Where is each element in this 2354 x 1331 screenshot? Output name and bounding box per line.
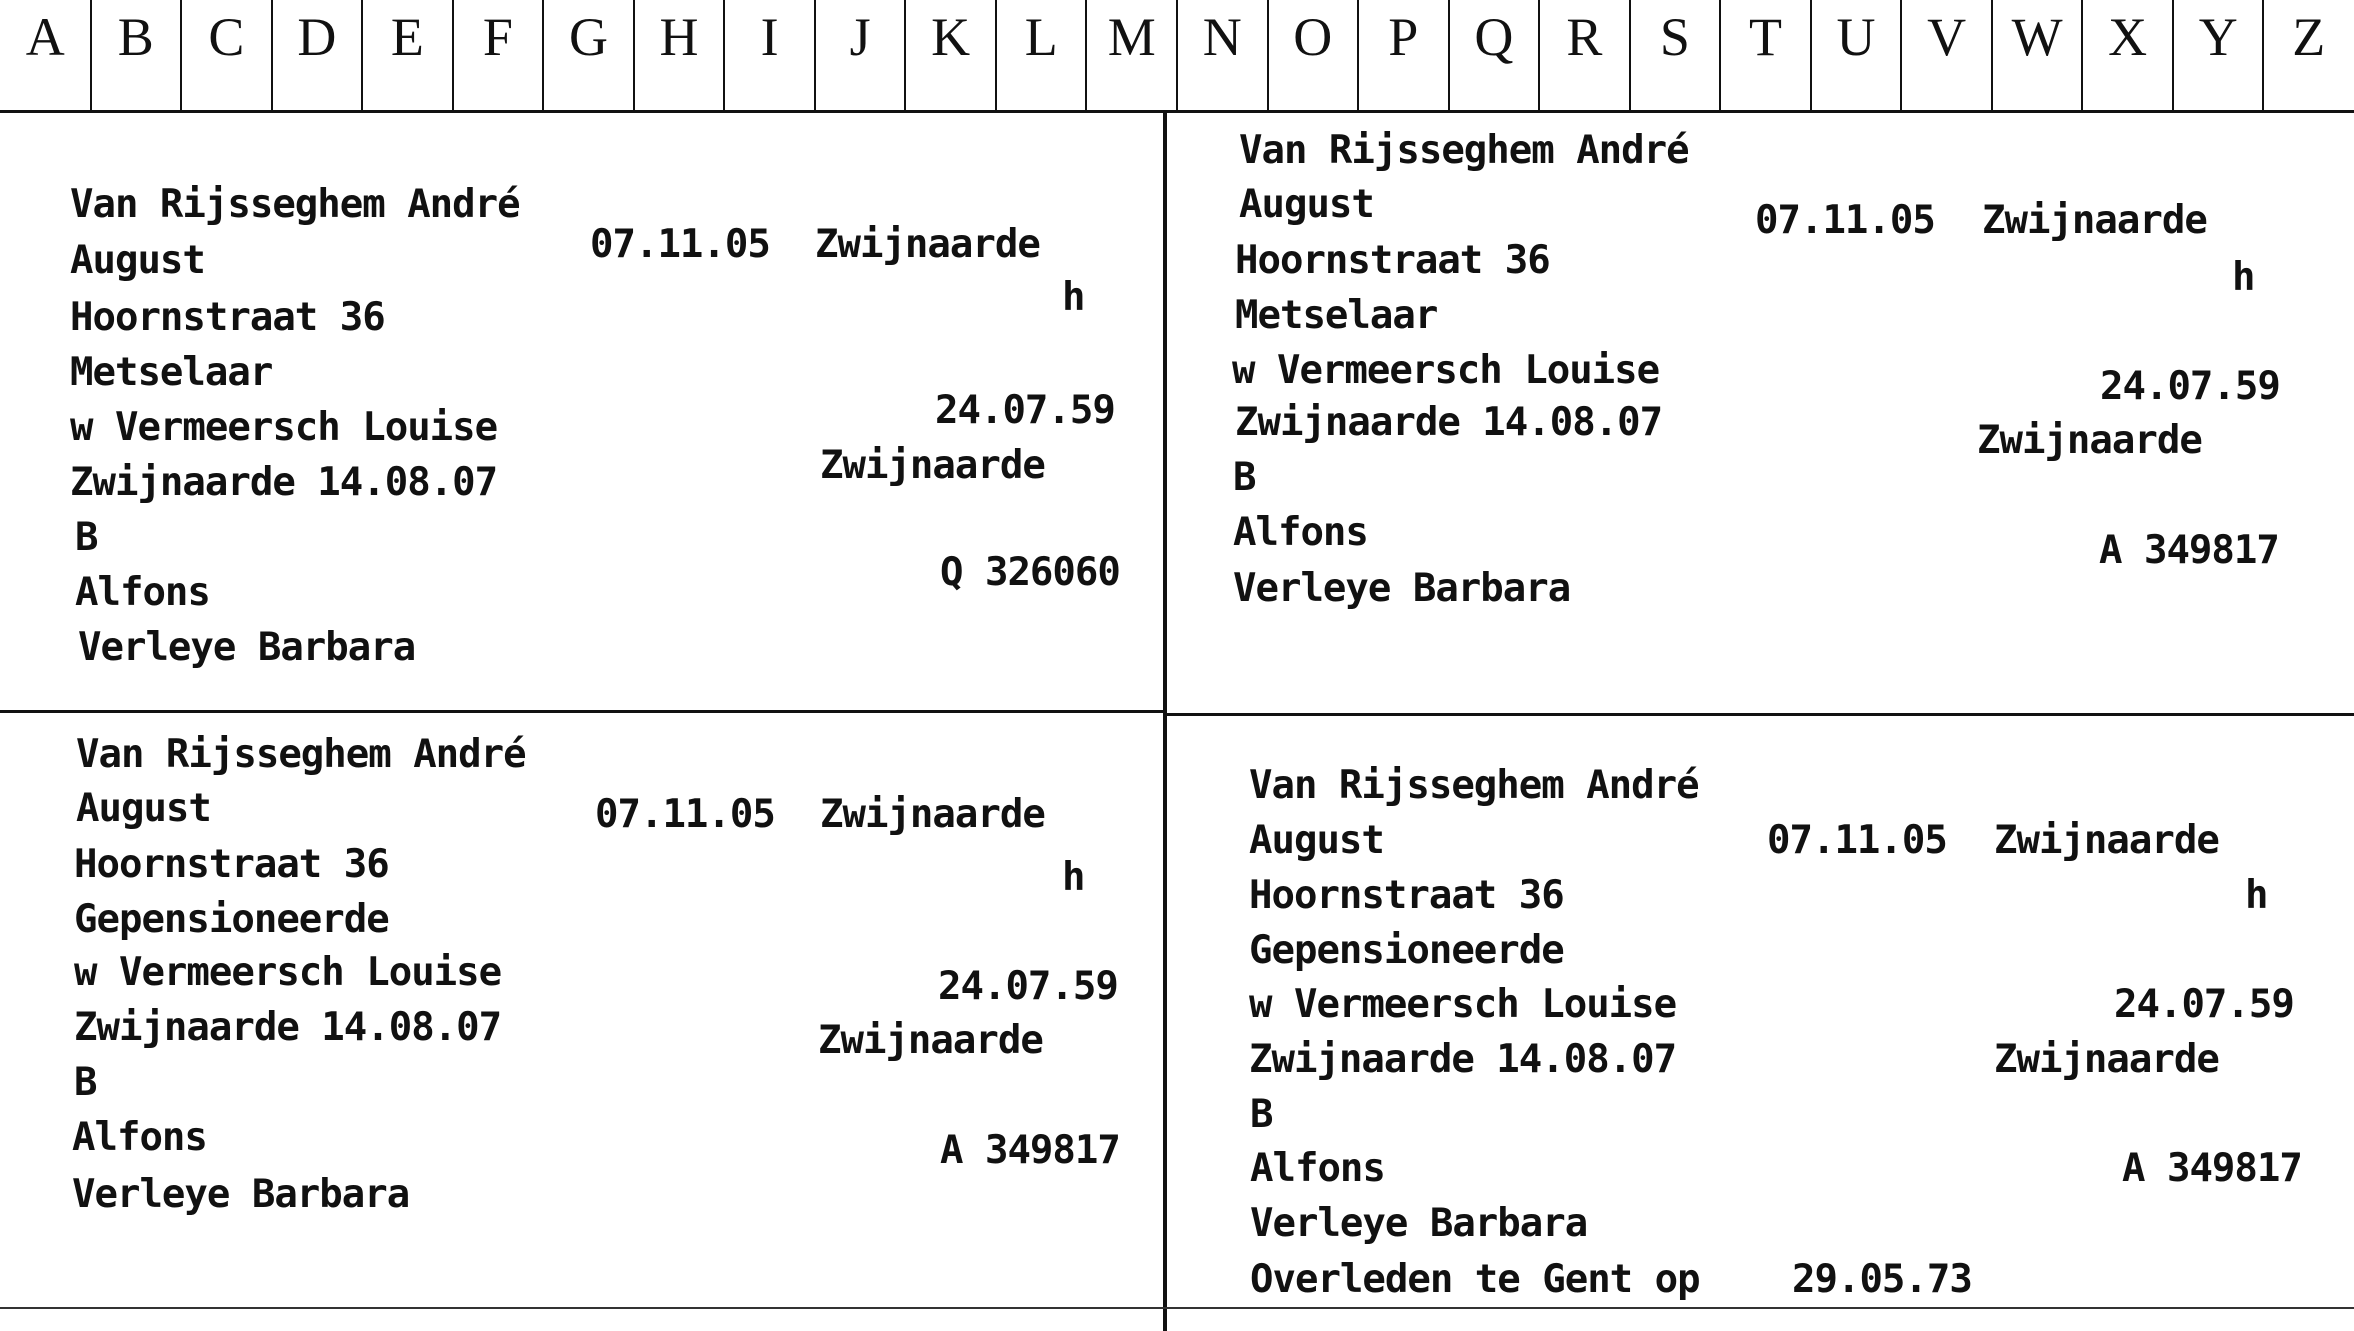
card-spouse-place: Zwijnaarde	[1994, 1037, 2219, 1082]
card-spouse: w Vermeersch Louise	[1249, 982, 1677, 1027]
alphabet-index-bar	[0, 0, 2354, 113]
card-number: Q 326060	[940, 550, 1120, 595]
record-card-top-right	[1167, 113, 2354, 713]
record-card-top-left	[0, 113, 1163, 710]
card-occupation: Gepensioneerde	[1249, 928, 1564, 973]
card-birth-date: 07.11.05	[590, 222, 770, 267]
alphabet-divider	[90, 0, 92, 110]
card-spouse-date: 24.07.59	[938, 964, 1118, 1009]
card-first-name: August	[70, 238, 205, 283]
alphabet-letter-f: F	[482, 7, 513, 67]
alphabet-letter-u: U	[1836, 7, 1876, 67]
card-birth-place: Zwijnaarde	[1982, 198, 2207, 243]
card-occupation: Gepensioneerde	[74, 897, 389, 942]
card-number: A 349817	[2099, 528, 2279, 573]
card-birth-date: 07.11.05	[1767, 818, 1947, 863]
alphabet-letter-e: E	[390, 7, 424, 67]
card-address: Hoornstraat 36	[1249, 873, 1564, 918]
alphabet-letter-z: Z	[2292, 7, 2326, 67]
alphabet-letter-t: T	[1748, 7, 1782, 67]
card-name: Van Rijsseghem André	[1249, 763, 1699, 808]
card-first-name: August	[1249, 818, 1384, 863]
card-spouse-place: Zwijnaarde	[820, 443, 1045, 488]
card-first-name: August	[76, 786, 211, 831]
card-spouse: w Vermeersch Louise	[74, 950, 502, 995]
card-marker: h	[1062, 855, 1085, 900]
record-card-bottom-left	[0, 713, 1163, 1307]
alphabet-letter-v: V	[1927, 7, 1967, 67]
alphabet-letter-c: C	[208, 7, 245, 67]
alphabet-divider	[271, 0, 273, 110]
alphabet-letter-n: N	[1202, 7, 1242, 67]
card-spouse-date: 24.07.59	[2114, 982, 2294, 1027]
alphabet-divider	[1448, 0, 1450, 110]
alphabet-divider	[1719, 0, 1721, 110]
alphabet-letter-d: D	[297, 7, 337, 67]
alphabet-divider	[1810, 0, 1812, 110]
alphabet-divider	[1176, 0, 1178, 110]
card-spouse-date: 24.07.59	[2100, 364, 2280, 409]
alphabet-letter-r: R	[1566, 7, 1603, 67]
alphabet-divider	[814, 0, 816, 110]
bottom-divider	[0, 1307, 2354, 1309]
card-name: Van Rijsseghem André	[1239, 128, 1689, 173]
card-mother: Verleye Barbara	[72, 1172, 410, 1217]
card-marriage: Zwijnaarde 14.08.07	[74, 1005, 502, 1050]
alphabet-divider	[542, 0, 544, 110]
card-spouse-place: Zwijnaarde	[1977, 418, 2202, 463]
card-number: A 349817	[2122, 1146, 2302, 1191]
card-address: Hoornstraat 36	[1235, 238, 1550, 283]
alphabet-letter-j: J	[849, 7, 871, 67]
card-father: Alfons	[75, 570, 210, 615]
alphabet-divider	[995, 0, 997, 110]
alphabet-letter-m: M	[1107, 7, 1156, 67]
card-birth-place: Zwijnaarde	[1994, 818, 2219, 863]
alphabet-divider	[361, 0, 363, 110]
alphabet-divider	[2172, 0, 2174, 110]
alphabet-letter-p: P	[1388, 7, 1419, 67]
card-occupation: Metselaar	[1235, 293, 1438, 338]
card-birth-place: Zwijnaarde	[815, 222, 1040, 267]
card-father: Alfons	[1233, 510, 1368, 555]
alphabet-letter-h: H	[659, 7, 699, 67]
card-marriage: Zwijnaarde 14.08.07	[70, 460, 498, 505]
card-spouse-place: Zwijnaarde	[818, 1018, 1043, 1063]
alphabet-divider	[1991, 0, 1993, 110]
alphabet-letter-w: W	[2011, 7, 2063, 67]
card-father: Alfons	[72, 1115, 207, 1160]
alphabet-divider	[180, 0, 182, 110]
alphabet-divider	[1267, 0, 1269, 110]
alphabet-divider	[1900, 0, 1902, 110]
card-number: A 349817	[940, 1128, 1120, 1173]
card-occupation: Metselaar	[70, 350, 273, 395]
alphabet-divider	[2081, 0, 2083, 110]
card-father: Alfons	[1250, 1146, 1385, 1191]
card-marriage: Zwijnaarde 14.08.07	[1249, 1037, 1677, 1082]
card-code: B	[74, 1060, 97, 1105]
alphabet-letter-a: A	[25, 7, 65, 67]
alphabet-letter-s: S	[1659, 7, 1690, 67]
card-marker: h	[1062, 275, 1085, 320]
card-spouse: w Vermeersch Louise	[1232, 348, 1660, 393]
card-address: Hoornstraat 36	[70, 295, 385, 340]
card-name: Van Rijsseghem André	[70, 182, 520, 227]
card-code: B	[75, 515, 98, 560]
record-card-bottom-right	[1167, 713, 2354, 1307]
card-first-name: August	[1239, 182, 1374, 227]
card-birth-date: 07.11.05	[595, 792, 775, 837]
alphabet-letter-g: G	[568, 7, 608, 67]
alphabet-divider	[1629, 0, 1631, 110]
alphabet-letter-q: Q	[1474, 7, 1514, 67]
alphabet-divider	[2262, 0, 2264, 110]
card-spouse-date: 24.07.59	[935, 388, 1115, 433]
alphabet-letter-k: K	[931, 7, 971, 67]
alphabet-divider	[1538, 0, 1540, 110]
card-name: Van Rijsseghem André	[76, 732, 526, 777]
alphabet-letter-b: B	[117, 7, 154, 67]
alphabet-letter-y: Y	[2198, 7, 2238, 67]
alphabet-divider	[1085, 0, 1087, 110]
card-marker: h	[2232, 255, 2255, 300]
alphabet-letter-x: X	[2108, 7, 2148, 67]
alphabet-divider	[633, 0, 635, 110]
card-mother: Verleye Barbara	[1250, 1201, 1588, 1246]
card-mother: Verleye Barbara	[1233, 566, 1571, 611]
alphabet-divider	[452, 0, 454, 110]
alphabet-letter-l: L	[1024, 7, 1058, 67]
card-birth-place: Zwijnaarde	[820, 792, 1045, 837]
alphabet-divider	[904, 0, 906, 110]
card-spouse: w Vermeersch Louise	[70, 405, 498, 450]
card-marriage: Zwijnaarde 14.08.07	[1235, 400, 1663, 445]
card-address: Hoornstraat 36	[74, 842, 389, 887]
card-mother: Verleye Barbara	[78, 625, 416, 670]
card-birth-date: 07.11.05	[1755, 198, 1935, 243]
alphabet-letter-o: O	[1293, 7, 1333, 67]
card-death-note: Overleden te Gent op	[1250, 1257, 1700, 1302]
alphabet-letter-i: I	[760, 7, 779, 67]
alphabet-divider	[1357, 0, 1359, 110]
card-death-date: 29.05.73	[1792, 1257, 1972, 1302]
card-marker: h	[2245, 873, 2268, 918]
card-code: B	[1233, 455, 1256, 500]
alphabet-divider	[723, 0, 725, 110]
card-code: B	[1250, 1092, 1273, 1137]
